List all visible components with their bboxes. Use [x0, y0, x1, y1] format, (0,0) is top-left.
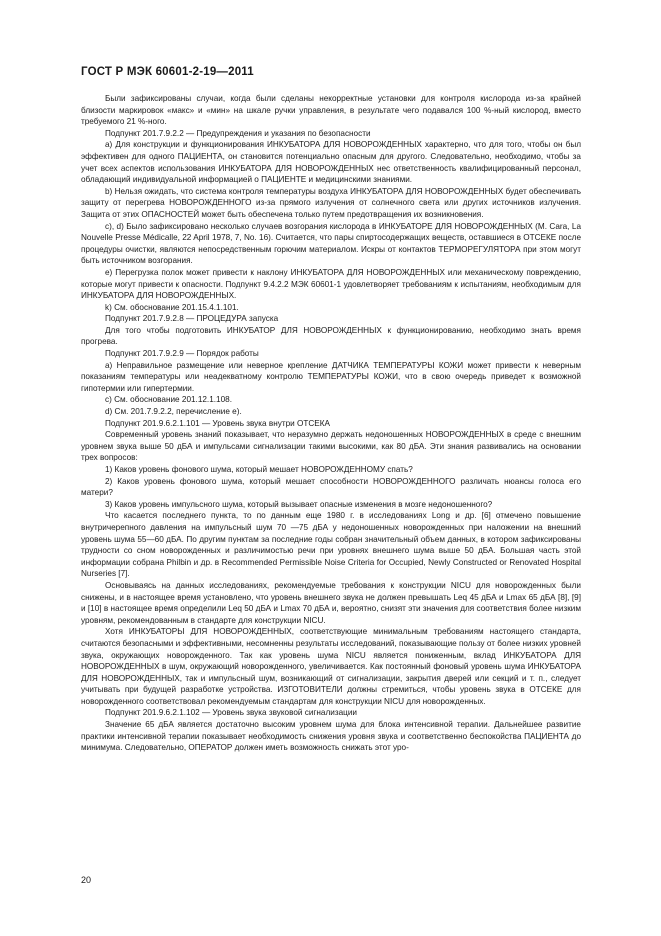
paragraph: Значение 65 дБА является достаточно высоким уровнем шума для блока интенсивной терапии. Дальнейшее развитие практики интенсивной терапии показывает необходимость снижения уровня звука и соответственно беспокойства ПАЦИЕНТА до минимума. Следовательно, ОПЕРАТОР должен иметь возможность снижать этот уро-	[81, 720, 581, 753]
paragraph: Основываясь на данных исследованиях, рекомендуемые требования к конструкции NICU для новорожденных были снижены, и в настоящее время установлено, что уровень внешнего звука не должен превышать Leq 45 дБА и Lmax 65 дБА [8], [9] и [10] в настоящее время определили Leq 50 дБА и Lmax 70 дБА и, вероятно, снизят эти значения для соответствия более низким уровням, рекомендованным в стандарте для конструкции NICU.	[81, 580, 581, 625]
paragraph: Что касается последнего пункта, то по данным еще 1980 г. в исследованиях Long и др. [6] отмечено повышение внутричерепного давления на импульсный шум 70 —75 дБА у недоношенных новорожденных при наложении на внешний уровень шума 55—60 дБА. По другим пунктам за последние годы собран значительный объем данных, в котором зафиксированы трудности со сном новорожденных и различимостью речи при уровнях внешнего шума выше 50 дБА. Большая часть этой информации собрана Philbin и др. в Recommended Permissible Noise Criteria for Occupied, Newly Constructed or Renovated Hospital Nurseries [7].	[81, 511, 581, 579]
subclause-heading: Подпункт 201.9.6.2.1.102 — Уровень звука звуковой сигнализации	[105, 708, 357, 718]
question-item: 2) Каков уровень фонового шума, который мешает способности НОВОРОЖДЕННОГО различать нюансы голоса его матери?	[81, 476, 581, 498]
paragraph: с), d) Было зафиксировано несколько случаев возгорания кислорода в ИНКУБАТОРЕ ДЛЯ НОВОРОЖДЕННЫХ (M. Cara, La Nouvelle Presse Médicalle, 22 April 1978, 7, No. 16). Считается, что пары спиртосодержащих веществ, оставшиеся в ОТСЕКЕ после процедуры очистки, являются непосредственным горючим материалом. Искры от контактов ТЕРМОРЕГУЛЯТОРА при этом могут быть источником возгорания.	[81, 221, 581, 266]
paragraph: Для того чтобы подготовить ИНКУБАТОР ДЛЯ НОВОРОЖДЕННЫХ к функционированию, необходимо знать время прогрева.	[81, 325, 581, 347]
subclause-heading: Подпункт 201.7.9.2.9 — Порядок работы	[105, 349, 259, 359]
paragraph: Были зафиксированы случаи, когда были сделаны некорректные установки для контроля кислорода из-за крайней близости маркировок «макс» и «мин» на шкале ручки управления, в результате чего подавался 100 %-ный кислород, вместо требуемого 21 %-ного.	[81, 94, 581, 127]
paragraph: k) См. обоснование 201.15.4.1.101.	[105, 302, 239, 312]
paragraph: а) Неправильное размещение или неверное крепление ДАТЧИКА ТЕМПЕРАТУРЫ КОЖИ может привести к неверным показаниям температуры или неадекватному контролю ТЕМПЕРАТУРЫ КОЖИ, что в свою очередь приведет к возможной гипотермии или гипертермии.	[81, 360, 581, 393]
paragraph: а) Для конструкции и функционирования ИНКУБАТОРА ДЛЯ НОВОРОЖДЕННЫХ характерно, что для того, чтобы он был эффективен для одного ПАЦИЕНТА, он становится потенциально опасным для другого. Следовательно, необходимо, чтобы за учет всех аспектов использования ИНКУБАТОРА ДЛЯ НОВОРОЖДЕННЫХ нес ответственность квалифицированный персонал, обладающий индивидуальной информацией о ПАЦИЕНТЕ и медицинскими знаниями.	[81, 140, 581, 185]
subclause-heading: Подпункт 201.7.9.2.8 — ПРОЦЕДУРА запуска	[105, 314, 279, 324]
paragraph: Хотя ИНКУБАТОРЫ ДЛЯ НОВОРОЖДЕННЫХ, соответствующие минимальным требованиям настоящего стандарта, считаются безопасными и эффективными, несомненны результаты исследований, показывающие пользу от более низких уровней звука, окружающих новорожденного. Так как уровень шума NICU является пониженным, вклад ИНКУБАТОРА ДЛЯ НОВОРОЖДЕННЫХ в шум, окружающий новорожденного, увеличивается. Как постоянный фоновый уровень шума ИНКУБАТОРА ДЛЯ НОВОРОЖДЕННЫХ, так и импульсный шум, возникающий от сигнализации, закрытия дверей или секций и т. п., следует учитывать при будущей разработке устройства. ИЗГОТОВИТЕЛИ должны стремиться, чтобы уровень звука в ОТСЕКЕ для новорожденного соответствовал рекомендуемым стандартам для конструкции NICU для новорожденных.	[81, 627, 581, 706]
paragraph: b) Нельзя ожидать, что система контроля температуры воздуха ИНКУБАТОРА ДЛЯ НОВОРОЖДЕННЫХ будет обеспечивать защиту от перегрева НОВОРОЖДЕННОГО из-за прямого излучения от солнечного света или других источников излучения. Защита от этих ОПАСНОСТЕЙ может быть обеспечена только путем предотвращения их возникновения.	[81, 186, 581, 219]
question-item: 3) Каков уровень импульсного шума, который вызывает опасные изменения в мозге недоношенного?	[105, 499, 493, 509]
subclause-heading: Подпункт 201.7.9.2.2 — Предупреждения и указания по безопасности	[105, 128, 371, 138]
question-item: 1) Каков уровень фонового шума, который мешает НОВОРОЖДЕННОМУ спать?	[105, 465, 413, 474]
paragraph: Современный уровень знаний показывает, что неразумно держать недоношенных НОВОРОЖДЕННЫХ в среде с внешним уровнем звука выше 50 дБА и импульсами сигнализации такими высокими, как 80 дБА. Эти знания развивались на основании трех вопросов:	[81, 430, 581, 463]
paragraph: с) См. обоснование 201.12.1.108.	[105, 395, 232, 405]
body-text	[81, 93, 581, 754]
paragraph: е) Перегрузка полок может привести к наклону ИНКУБАТОРА ДЛЯ НОВОРОЖДЕННЫХ или механическому повреждению, которые могут привести к опасности. Подпункт 9.4.2.2 МЭК 60601-1 удовлетворяет требованиям к испытаниям, необходимым для ИНКУБАТОРА ДЛЯ НОВОРОЖДЕННЫХ.	[81, 267, 581, 301]
standard-header: ГОСТ Р МЭК 60601-2-19—2011	[81, 66, 254, 78]
paragraph: d) См. 201.7.9.2.2, перечисление е).	[105, 407, 242, 417]
subclause-heading: Подпункт 201.9.6.2.1.101 — Уровень звука внутри ОТСЕКА	[105, 418, 330, 428]
page-number: 20	[81, 875, 92, 885]
